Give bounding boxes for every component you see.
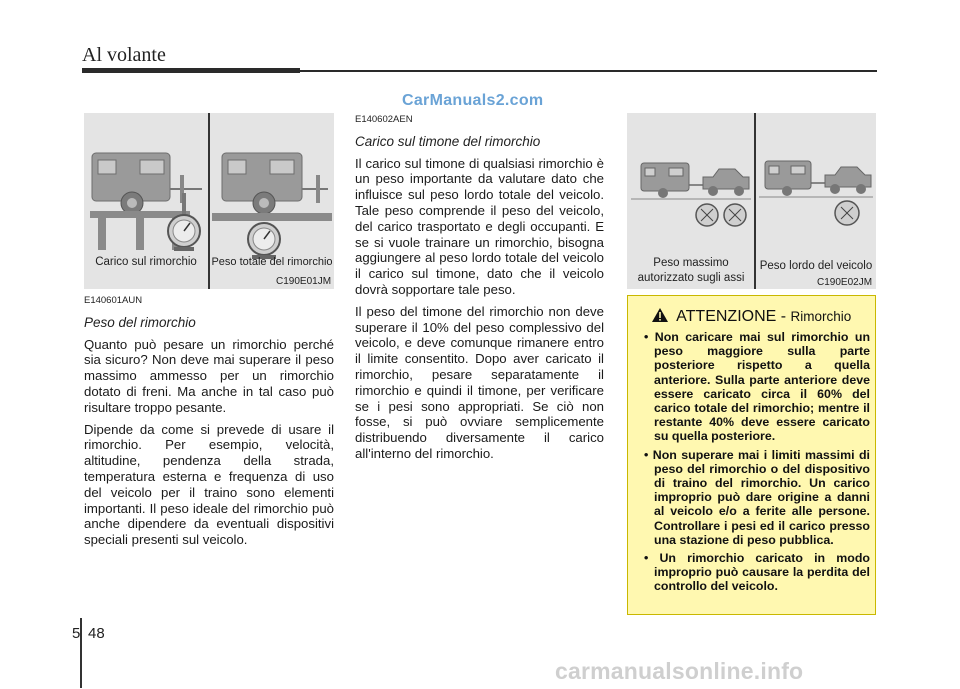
- paragraph: Il peso del timone del rimorchio non deve superare il 10% del peso complessivo del veicolo, e deve comunque rimanere entro il limite consentito. Dopo aver caricato il rimorchio, pesare separatamente il rimorchio e quindi il timone, per verificare se i pesi sono appropriati. Se ciò non fosse, si può ovviare semplicemente distribuendo diversamente il carico all'interno del rimorchio.: [355, 303, 604, 461]
- section-code: E140601AUN: [84, 295, 143, 306]
- warning-item: • Un rimorchio caricato in modo improprio può causare la perdita del controllo del veicolo.: [638, 551, 870, 594]
- page-number: 48: [88, 625, 105, 642]
- paragraph: Quanto può pesare un rimorchio perché sia sicuro? Non deve mai superare il peso massimo ammesso per un rimorchio dotato di freni. Ma anche in tal caso può risultare troppo pesante.: [84, 336, 334, 415]
- footer-divider: [80, 618, 82, 688]
- figure-code: C190E01JM: [276, 276, 332, 287]
- column-tongue-load: [355, 112, 604, 468]
- column-trailer-weight: [84, 293, 334, 554]
- figure-label-total-weight: Peso totale del rimorchio: [211, 256, 333, 268]
- warning-title-topic: Rimorchio: [790, 309, 852, 324]
- warning-triangle-icon: [652, 308, 668, 322]
- warning-list: [638, 330, 870, 598]
- header-rule-thin: [300, 70, 877, 72]
- section-subheading: Peso del rimorchio: [84, 314, 196, 330]
- figure-label-gross-weight: Peso lordo del veicolo: [759, 260, 873, 272]
- figure-label-tongue-load: Carico sul rimorchio: [95, 256, 197, 268]
- figure-trailer-weight: [84, 113, 334, 289]
- warning-title: [628, 308, 875, 326]
- warning-title-main: ATTENZIONE -: [676, 308, 791, 325]
- warning-item: • Non caricare mai sul rimorchio un peso maggiore sulla parte posteriore rispetto a quella anteriore. Sulla parte anteriore deve essere caricato circa il 60% del carico totale del rimorchio; mentre il restante 40% deve essere caricato su quella posteriore.: [638, 330, 870, 444]
- section-subheading: Carico sul timone del rimorchio: [355, 133, 541, 149]
- paragraph: Il carico sul timone di qualsiasi rimorchio è un peso importante da valutare dato che influisce sul peso lordo totale del veicolo. Tale peso comprende il peso del veicolo, del carico trasportato e degli occupanti. E se si vuole trainare un rimorchio, bisogna aggiungere al peso lordo totale del veicolo il carico sul timone, dato che il veicolo dovrà sopportare tale peso.: [355, 155, 604, 297]
- page-header-title: Al volante: [82, 44, 166, 66]
- watermark-carmanualsonline[interactable]: carmanualsonline.info: [555, 658, 804, 684]
- figure-label-axle-max-line1: Peso massimo: [653, 257, 729, 269]
- figure-code: C190E02JM: [817, 277, 873, 288]
- paragraph: Dipende da come si prevede di usare il rimorchio. Per esempio, velocità, altitudine, pendenza della strada, temperatura esterna e frequenza di uso del veicolo per il traino sono elementi importanti. Il peso ideale del rimorchio può anche dipendere da eventuali dispositivi speciali presenti sul veicolo.: [84, 421, 334, 548]
- warning-item: • Non superare mai i limiti massimi di peso del rimorchio o del dispositivo di traino del rimorchio. Un carico improprio può dare origine a danni al veicolo e/o a ferite alle persone. Controllare i pesi ed il carico presso una stazione di peso pubblica.: [638, 448, 870, 547]
- figure-label-axle-max-line2: autorizzato sugli assi: [637, 272, 745, 284]
- chapter-number: 5: [72, 625, 81, 642]
- figure-axle-weight: [627, 113, 876, 289]
- warning-box: [627, 295, 876, 615]
- watermark-carmanuals2[interactable]: CarManuals2.com: [402, 92, 544, 109]
- section-code: E140602AEN: [355, 114, 413, 125]
- header-rule-thick: [82, 68, 300, 73]
